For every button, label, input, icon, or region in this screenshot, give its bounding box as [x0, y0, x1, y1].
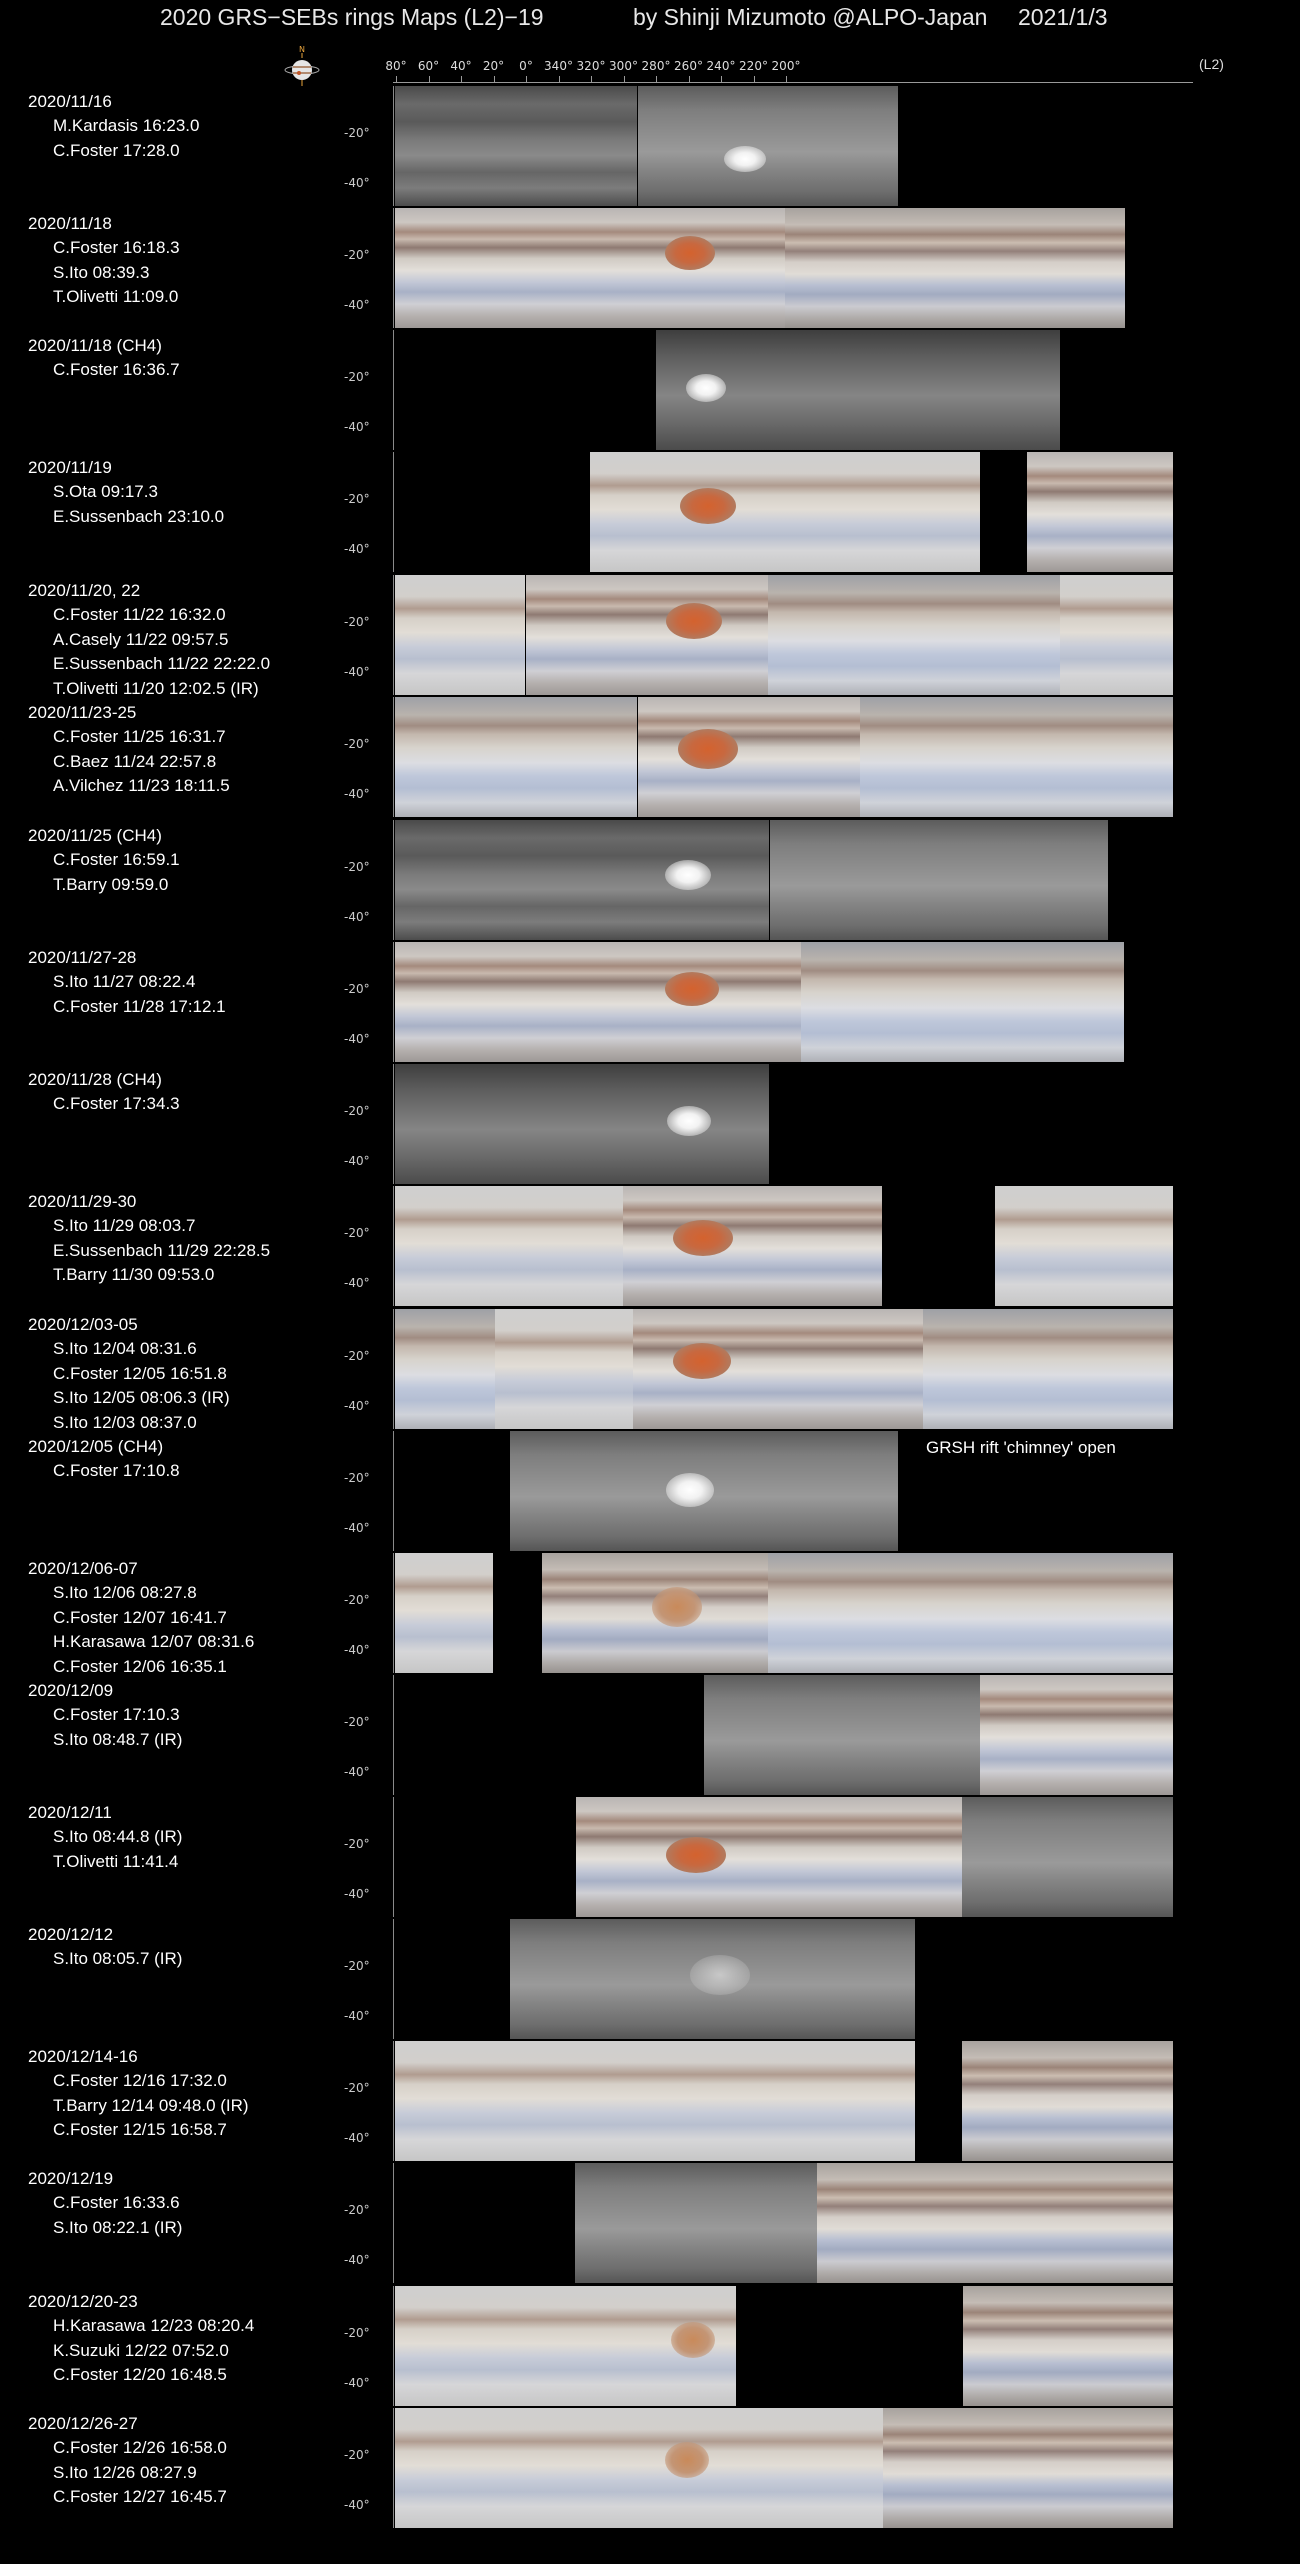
planet-map-strip — [633, 1309, 923, 1429]
latitude-label: -40° — [344, 1154, 370, 1168]
latitude-label: -40° — [344, 1521, 370, 1535]
planet-map-strip — [510, 1919, 915, 2039]
bright-spot — [690, 1955, 750, 1995]
planet-map-strip — [395, 1064, 769, 1184]
observer-entry: S.Ito 11/29 08:03.7 — [53, 1216, 196, 1235]
axis-tick — [461, 76, 462, 83]
latitude-label: -40° — [344, 2253, 370, 2267]
latitude-label: -20° — [344, 1471, 370, 1485]
planet-map-strip — [526, 575, 768, 695]
planet-map-strip — [768, 1553, 1173, 1673]
planet-map-strip — [395, 208, 785, 328]
planet-map-strip — [395, 1309, 495, 1429]
planet-map-strip — [638, 697, 860, 817]
axis-tick-label: 20° — [482, 59, 505, 73]
axis-tick-label: 280° — [641, 59, 671, 73]
axis-line — [393, 82, 1193, 83]
observer-entry: A.Casely 11/22 09:57.5 — [53, 629, 229, 649]
row-left-border — [393, 1553, 394, 1673]
observer-entry: C.Foster 11/25 16:31.7 — [53, 727, 226, 746]
observer-entry: A.Vilchez 11/23 18:11.5 — [53, 776, 230, 795]
great-red-spot — [673, 1343, 731, 1379]
map-row — [0, 208, 1300, 328]
latitude-label: -40° — [344, 2498, 370, 2512]
observer-entry: S.Ito 11/27 08:22.4 — [53, 972, 196, 991]
row-left-border — [393, 575, 394, 695]
axis-tick-label: 240° — [706, 59, 736, 73]
observer-entry: S.Ito 08:22.1 (IR) — [53, 2217, 183, 2237]
axis-tick-label: 220° — [739, 59, 768, 73]
latitude-label: -20° — [344, 2203, 370, 2217]
row-date: 2020/11/29-30 — [28, 1192, 137, 1211]
observer-entry: C.Foster 17:10.3 — [53, 1705, 180, 1724]
observer-entry: E.Sussenbach 11/29 22:28.5 — [53, 1240, 271, 1260]
great-red-spot — [665, 972, 719, 1006]
planet-map-strip — [963, 2286, 1173, 2406]
observer-entry: C.Foster 12/15 16:58.7 — [53, 2120, 227, 2139]
row-date: 2020/12/19 — [28, 2169, 114, 2188]
row-date: 2020/11/16 — [28, 92, 112, 111]
author-credit: by Shinji Mizumoto @ALPO-Japan — [633, 4, 988, 30]
latitude-label: -20° — [344, 2448, 370, 2462]
latitude-label: -40° — [344, 1643, 370, 1657]
latitude-label: -20° — [344, 1593, 370, 1607]
latitude-label: -40° — [344, 910, 370, 924]
map-row — [0, 1064, 1300, 1184]
observer-entry: T.Barry 09:59.0 — [53, 874, 169, 894]
chart-title: 2020 GRS−SEBs rings Maps (L2)−19 — [160, 4, 544, 30]
planet-map-strip — [590, 452, 980, 572]
row-left-border — [393, 942, 394, 1062]
axis-tick-label: 60° — [417, 59, 440, 73]
row-date: 2020/12/14-16 — [28, 2047, 138, 2066]
planet-map-strip — [510, 1431, 898, 1551]
observer-entry: S.Ito 08:44.8 (IR) — [53, 1827, 183, 1846]
map-row — [0, 452, 1300, 572]
planet-map-strip — [542, 1553, 768, 1673]
row-date: 2020/11/27-28 — [28, 948, 137, 967]
map-row — [0, 1186, 1300, 1306]
row-left-border — [393, 2163, 394, 2283]
latitude-label: -20° — [344, 126, 370, 140]
observer-entry: C.Baez 11/24 22:57.8 — [53, 751, 217, 771]
observer-entry: S.Ito 08:39.3 — [53, 262, 150, 282]
latitude-label: -40° — [344, 420, 370, 434]
observer-entry: C.Foster 17:10.8 — [53, 1461, 180, 1480]
latitude-label: -20° — [344, 2326, 370, 2340]
planet-map-strip — [995, 1186, 1173, 1306]
observer-entry: S.Ito 12/26 08:27.9 — [53, 2462, 197, 2482]
great-red-spot — [680, 488, 736, 524]
planet-map-strip — [638, 86, 898, 206]
header — [0, 0, 1300, 40]
observer-entry: S.Ito 12/06 08:27.8 — [53, 1583, 197, 1602]
row-date: 2020/12/05 (CH4) — [28, 1437, 164, 1456]
observer-entry: K.Suzuki 12/22 07:52.0 — [53, 2340, 229, 2360]
planet-map-strip — [1060, 575, 1173, 695]
bright-spot — [724, 146, 766, 172]
observer-entry: S.Ota 09:17.3 — [53, 482, 158, 501]
observer-entry: C.Foster 16:36.7 — [53, 360, 180, 379]
row-left-border — [393, 208, 394, 328]
axis-tick — [721, 76, 722, 83]
map-row — [0, 942, 1300, 1062]
row-date: 2020/11/20, 22 — [28, 581, 141, 600]
observer-entry: M.Kardasis 16:23.0 — [53, 116, 200, 135]
axis-tick-label: 320° — [576, 59, 606, 73]
map-row — [0, 1553, 1300, 1676]
planet-map-strip — [575, 2163, 817, 2283]
planet-map-strip — [495, 1309, 633, 1429]
row-date: 2020/12/20-23 — [28, 2292, 138, 2311]
axis-tick — [754, 76, 755, 83]
planet-map-strip — [860, 697, 1173, 817]
latitude-label: -40° — [344, 1399, 370, 1413]
latitude-label: -20° — [344, 1715, 370, 1729]
map-row — [0, 2408, 1300, 2528]
planet-map-strip — [395, 575, 525, 695]
great-red-spot — [673, 1220, 733, 1256]
row-date: 2020/11/19 — [28, 458, 112, 477]
observer-entry: C.Foster 12/07 16:41.7 — [53, 1607, 227, 1627]
latitude-label: -20° — [344, 492, 370, 506]
publication-date: 2021/1/3 — [1018, 4, 1108, 30]
axis-tick — [624, 76, 625, 83]
great-red-spot — [666, 603, 722, 639]
observer-entry: T.Olivetti 11:41.4 — [53, 1851, 179, 1871]
axis-unit-label: (L2) — [1199, 56, 1224, 72]
latitude-label: -20° — [344, 2081, 370, 2095]
planet-map-strip — [720, 2408, 883, 2528]
planet-map-strip — [395, 2286, 591, 2406]
observer-entry: C.Foster 17:28.0 — [53, 140, 180, 160]
row-date: 2020/11/18 — [28, 214, 112, 233]
observer-entry: T.Olivetti 11/20 12:02.5 (IR) — [53, 678, 259, 698]
axis-tick — [786, 76, 787, 83]
planet-map-strip — [395, 2041, 915, 2161]
latitude-label: -20° — [344, 860, 370, 874]
latitude-label: -20° — [344, 737, 370, 751]
latitude-label: -40° — [344, 1887, 370, 1901]
latitude-label: -20° — [344, 1837, 370, 1851]
row-left-border — [393, 697, 394, 817]
great-red-spot — [665, 2442, 709, 2478]
latitude-label: -40° — [344, 1765, 370, 1779]
planet-map-strip — [883, 2408, 1173, 2528]
great-red-spot — [671, 2322, 715, 2358]
row-date: 2020/12/11 — [28, 1803, 112, 1822]
latitude-label: -40° — [344, 298, 370, 312]
axis-tick-label: 340° — [544, 59, 573, 73]
row-date: 2020/11/28 (CH4) — [28, 1070, 162, 1089]
planet-map-strip — [395, 2408, 720, 2528]
observer-entry: C.Foster 16:59.1 — [53, 850, 180, 869]
observer-entry: C.Foster 11/28 17:12.1 — [53, 996, 226, 1016]
row-left-border — [393, 1431, 394, 1551]
row-date: 2020/12/09 — [28, 1681, 114, 1700]
axis-tick-label: 80° — [385, 59, 407, 73]
latitude-label: -40° — [344, 787, 370, 801]
row-left-border — [393, 2041, 394, 2161]
latitude-label: -40° — [344, 1032, 370, 1046]
planet-map-strip — [785, 208, 1125, 328]
planet-map-strip — [395, 820, 769, 940]
row-left-border — [393, 86, 394, 206]
latitude-label: -40° — [344, 2131, 370, 2145]
map-row — [0, 86, 1300, 206]
latitude-label: -20° — [344, 982, 370, 996]
map-row — [0, 1675, 1300, 1795]
bright-spot — [667, 1106, 711, 1136]
axis-tick — [591, 76, 592, 83]
latitude-label: -40° — [344, 2376, 370, 2390]
planet-map-strip — [817, 2163, 1173, 2283]
axis-tick-label: 40° — [450, 59, 472, 73]
latitude-label: -40° — [344, 2009, 370, 2023]
latitude-label: -20° — [344, 1959, 370, 1973]
great-red-spot — [666, 1837, 726, 1873]
planet-map-strip — [923, 1309, 1173, 1429]
axis-tick — [689, 76, 690, 83]
axis-tick-label: 200° — [771, 59, 801, 73]
observer-entry: C.Foster 12/20 16:48.5 — [53, 2365, 227, 2384]
observer-entry: S.Ito 12/04 08:31.6 — [53, 1339, 197, 1358]
row-left-border — [393, 1064, 394, 1184]
map-row — [0, 1919, 1300, 2039]
row-date: 2020/11/23-25 — [28, 703, 137, 722]
row-date: 2020/11/18 (CH4) — [28, 336, 162, 355]
planet-map-strip — [395, 697, 637, 817]
row-left-border — [393, 1919, 394, 2039]
axis-tick — [526, 76, 527, 83]
observer-entry: C.Foster 12/05 16:51.8 — [53, 1363, 227, 1383]
planet-map-strip — [962, 1797, 1173, 1917]
map-row — [0, 2041, 1300, 2161]
jupiter-orientation-icon — [282, 44, 322, 88]
observer-entry: E.Sussenbach 11/22 22:22.0 — [53, 654, 271, 673]
planet-map-strip — [623, 1186, 882, 1306]
row-date: 2020/12/06-07 — [28, 1559, 138, 1578]
planet-map-strip — [395, 86, 637, 206]
row-left-border — [393, 1186, 394, 1306]
observer-entry: S.Ito 12/03 08:37.0 — [53, 1412, 197, 1432]
bright-spot — [666, 1473, 714, 1507]
great-red-spot — [665, 236, 715, 270]
bright-spot — [686, 374, 726, 402]
row-left-border — [393, 2286, 394, 2406]
row-left-border — [393, 2408, 394, 2528]
observer-entry: C.Foster 16:33.6 — [53, 2193, 180, 2212]
observer-entry: C.Foster 12/06 16:35.1 — [53, 1656, 227, 1676]
axis-tick-label: 0° — [519, 59, 533, 73]
planet-map-strip — [704, 1675, 980, 1795]
planet-map-strip — [591, 2286, 736, 2406]
row-date: 2020/12/12 — [28, 1925, 114, 1944]
map-row — [0, 1797, 1300, 1917]
latitude-label: -20° — [344, 1349, 370, 1363]
observer-entry: T.Olivetti 11:09.0 — [53, 287, 179, 306]
row-date: 2020/12/03-05 — [28, 1315, 138, 1334]
row-left-border — [393, 820, 394, 940]
axis-tick — [429, 76, 430, 83]
row-left-border — [393, 330, 394, 450]
planet-map-strip — [395, 1186, 623, 1306]
observer-entry: H.Karasawa 12/23 08:20.4 — [53, 2316, 255, 2335]
map-row — [0, 697, 1300, 817]
great-red-spot — [678, 729, 738, 769]
latitude-label: -20° — [344, 1104, 370, 1118]
axis-tick — [396, 76, 397, 83]
planet-map-strip — [768, 575, 1060, 695]
row-date: 2020/11/25 (CH4) — [28, 826, 162, 845]
planet-map-strip — [395, 1553, 493, 1673]
planet-map-strip — [980, 1675, 1173, 1795]
observer-entry: E.Sussenbach 23:10.0 — [53, 506, 225, 526]
planet-map-strip — [801, 942, 1124, 1062]
observer-entry: C.Foster 16:18.3 — [53, 238, 180, 257]
map-row — [0, 820, 1300, 940]
latitude-label: -20° — [344, 1226, 370, 1240]
planet-map-strip — [576, 1797, 962, 1917]
observer-entry: C.Foster 12/16 17:32.0 — [53, 2071, 227, 2090]
axis-tick — [656, 76, 657, 83]
axis-tick — [494, 76, 495, 83]
observer-entry: T.Barry 11/30 09:53.0 — [53, 1265, 215, 1284]
row-date: 2020/12/26-27 — [28, 2414, 138, 2433]
planet-map-strip — [770, 820, 1108, 940]
latitude-label: -40° — [344, 542, 370, 556]
observer-entry: C.Foster 11/22 16:32.0 — [53, 605, 226, 624]
observer-entry: S.Ito 08:05.7 (IR) — [53, 1949, 183, 1968]
row-left-border — [393, 1797, 394, 1917]
map-row — [0, 2163, 1300, 2283]
bright-spot — [665, 860, 711, 890]
row-left-border — [393, 1675, 394, 1795]
map-row — [0, 1309, 1300, 1432]
observer-entry: C.Foster 12/27 16:45.7 — [53, 2487, 227, 2506]
observer-entry: T.Barry 12/14 09:48.0 (IR) — [53, 2095, 249, 2115]
row-left-border — [393, 452, 394, 572]
annotation-note: GRSH rift 'chimney' open — [926, 1438, 1116, 1457]
latitude-label: -20° — [344, 248, 370, 262]
map-row — [0, 575, 1300, 698]
observer-entry: S.Ito 08:48.7 (IR) — [53, 1729, 183, 1749]
planet-map-strip — [1027, 452, 1173, 572]
planet-map-strip — [656, 330, 1060, 450]
planet-map-strip — [962, 2041, 1173, 2161]
axis-tick — [559, 76, 560, 83]
latitude-label: -40° — [344, 1276, 370, 1290]
axis-tick-label: 300° — [609, 59, 638, 73]
longitude-axis — [385, 56, 1200, 86]
axis-tick-label: 260° — [674, 59, 703, 73]
observer-entry: S.Ito 12/05 08:06.3 (IR) — [53, 1388, 230, 1407]
latitude-label: -20° — [344, 615, 370, 629]
great-red-spot — [652, 1587, 702, 1627]
north-label: N — [299, 45, 305, 54]
map-row — [0, 330, 1300, 450]
map-row — [0, 2286, 1300, 2406]
planet-map-strip — [395, 942, 801, 1062]
latitude-label: -20° — [344, 370, 370, 384]
observer-entry: H.Karasawa 12/07 08:31.6 — [53, 1632, 255, 1651]
row-left-border — [393, 1309, 394, 1429]
observer-entry: C.Foster 17:34.3 — [53, 1094, 180, 1113]
observer-entry: C.Foster 12/26 16:58.0 — [53, 2438, 227, 2457]
latitude-label: -40° — [344, 176, 370, 190]
latitude-label: -40° — [344, 665, 370, 679]
